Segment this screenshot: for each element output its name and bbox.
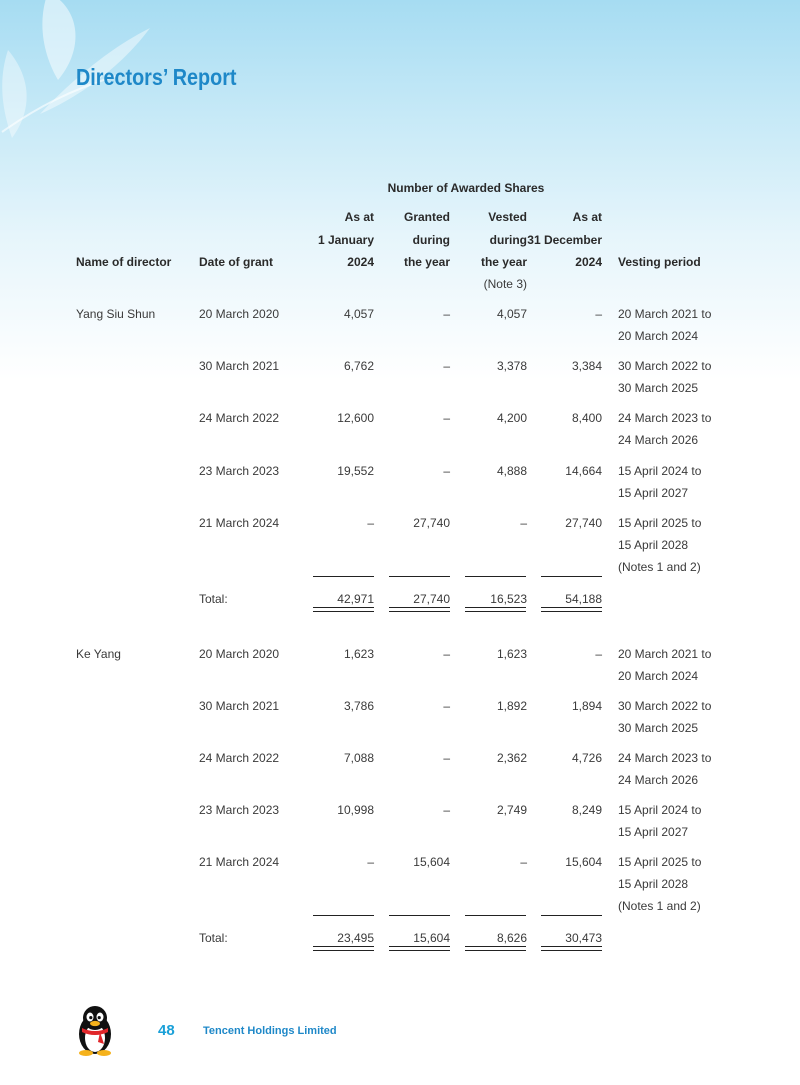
shares-granted: – <box>443 464 450 478</box>
vesting-period-line1: 15 April 2025 to <box>618 516 702 530</box>
grant-date: 24 March 2022 <box>199 411 280 425</box>
director-name: Ke Yang <box>76 647 121 661</box>
shares-jan: – <box>367 855 374 869</box>
vesting-period-line2: 24 March 2026 <box>618 433 699 447</box>
shares-granted: 15,604 <box>413 855 450 869</box>
total-double-rule <box>541 946 602 951</box>
shares-jan: 4,057 <box>343 307 374 321</box>
subtotal-rule <box>465 915 526 916</box>
shares-dec: 8,400 <box>571 411 602 425</box>
shares-granted: – <box>443 359 450 373</box>
vesting-period-note: (Notes 1 and 2) <box>618 560 701 574</box>
header-vested-note: (Note 3) <box>483 277 527 291</box>
vesting-period-line1: 24 March 2023 to <box>618 751 712 765</box>
header-granted-line1: Granted <box>403 210 450 224</box>
director-name: Yang Siu Shun <box>76 307 156 321</box>
total-label: Total: <box>199 592 228 606</box>
total-double-rule <box>465 607 526 612</box>
header-vested-line1: Vested <box>488 210 527 224</box>
subtotal-rule <box>465 576 526 577</box>
page-number: 48 <box>158 1022 175 1039</box>
total-vested: 16,523 <box>490 592 527 606</box>
shares-vested: – <box>520 516 527 530</box>
vesting-period-line1: 30 March 2022 to <box>618 359 712 373</box>
total-label: Total: <box>199 931 228 945</box>
total-granted: 27,740 <box>413 592 450 606</box>
grant-date: 21 March 2024 <box>199 855 280 869</box>
subtotal-rule <box>313 915 374 916</box>
vesting-period-line2: 15 April 2027 <box>618 486 689 500</box>
grant-date: 20 March 2020 <box>199 647 280 661</box>
vesting-period-line2: 30 March 2025 <box>618 381 699 395</box>
total-double-rule <box>465 946 526 951</box>
header-date-of-grant: Date of grant <box>199 255 274 269</box>
shares-granted: – <box>443 307 450 321</box>
penguin-mascot-icon <box>74 1004 116 1056</box>
header-granted-line3: the year <box>403 255 450 269</box>
vesting-period-line1: 15 April 2024 to <box>618 464 702 478</box>
vesting-period-line2: 20 March 2024 <box>618 669 699 683</box>
shares-jan: 10,998 <box>337 803 374 817</box>
shares-vested: 4,057 <box>496 307 527 321</box>
vesting-period-line1: 20 March 2021 to <box>618 307 712 321</box>
subtotal-rule <box>541 915 602 916</box>
shares-jan: 7,088 <box>343 751 374 765</box>
header-as-at-dec-line1: As at <box>572 210 602 224</box>
total-double-rule <box>389 946 450 951</box>
shares-dec: 8,249 <box>571 803 602 817</box>
subtotal-rule <box>389 576 450 577</box>
header-vested-line3: the year <box>480 255 527 269</box>
total-dec: 54,188 <box>565 592 602 606</box>
header-as-at-jan-line3: 2024 <box>347 255 374 269</box>
vesting-period-line1: 24 March 2023 to <box>618 411 712 425</box>
header-as-at-jan-line2: 1 January <box>317 233 374 247</box>
shares-dec: 3,384 <box>571 359 602 373</box>
header-as-at-jan-line1: As at <box>344 210 374 224</box>
header-vested-line2: during <box>489 233 527 247</box>
vesting-period-line1: 30 March 2022 to <box>618 699 712 713</box>
shares-dec: – <box>595 647 602 661</box>
grant-date: 30 March 2021 <box>199 359 280 373</box>
shares-dec: 14,664 <box>565 464 602 478</box>
vesting-period-line2: 15 April 2028 <box>618 538 689 552</box>
shares-granted: – <box>443 699 450 713</box>
shares-dec: – <box>595 307 602 321</box>
vesting-period-line1: 15 April 2025 to <box>618 855 702 869</box>
shares-granted: 27,740 <box>413 516 450 530</box>
shares-vested: 4,888 <box>496 464 527 478</box>
shares-jan: 3,786 <box>343 699 374 713</box>
grant-date: 23 March 2023 <box>199 803 280 817</box>
header-granted-line2: during <box>412 233 450 247</box>
shares-jan: – <box>367 516 374 530</box>
total-vested: 8,626 <box>496 931 527 945</box>
shares-vested: 2,749 <box>496 803 527 817</box>
shares-jan: 19,552 <box>337 464 374 478</box>
subtotal-rule <box>541 576 602 577</box>
shares-jan: 12,600 <box>337 411 374 425</box>
shares-vested: – <box>520 855 527 869</box>
total-jan: 23,495 <box>337 931 374 945</box>
header-name-of-director: Name of director <box>76 255 172 269</box>
total-double-rule <box>313 946 374 951</box>
header-vesting-period: Vesting period <box>618 255 701 269</box>
group-header: Number of Awarded Shares <box>387 181 545 195</box>
total-double-rule <box>389 607 450 612</box>
shares-dec: 1,894 <box>571 699 602 713</box>
shares-jan: 6,762 <box>343 359 374 373</box>
grant-date: 24 March 2022 <box>199 751 280 765</box>
shares-vested: 1,892 <box>496 699 527 713</box>
shares-dec: 27,740 <box>565 516 602 530</box>
vesting-period-line2: 15 April 2027 <box>618 825 689 839</box>
total-granted: 15,604 <box>413 931 450 945</box>
shares-dec: 15,604 <box>565 855 602 869</box>
total-dec: 30,473 <box>565 931 602 945</box>
shares-jan: 1,623 <box>343 647 374 661</box>
vesting-period-line2: 30 March 2025 <box>618 721 699 735</box>
shares-vested: 2,362 <box>496 751 527 765</box>
grant-date: 21 March 2024 <box>199 516 280 530</box>
vesting-period-note: (Notes 1 and 2) <box>618 899 701 913</box>
total-double-rule <box>313 607 374 612</box>
grant-date: 20 March 2020 <box>199 307 280 321</box>
company-name: Tencent Holdings Limited <box>203 1025 337 1037</box>
vesting-period-line2: 15 April 2028 <box>618 877 689 891</box>
shares-vested: 4,200 <box>496 411 527 425</box>
grant-date: 23 March 2023 <box>199 464 280 478</box>
vesting-period-line2: 24 March 2026 <box>618 773 699 787</box>
vesting-period-line2: 20 March 2024 <box>618 329 699 343</box>
subtotal-rule <box>313 576 374 577</box>
shares-vested: 3,378 <box>496 359 527 373</box>
vesting-period-line1: 20 March 2021 to <box>618 647 712 661</box>
shares-granted: – <box>443 647 450 661</box>
shares-granted: – <box>443 411 450 425</box>
grant-date: 30 March 2021 <box>199 699 280 713</box>
vesting-period-line1: 15 April 2024 to <box>618 803 702 817</box>
page-title: Directors’ Report <box>76 64 237 90</box>
shares-dec: 4,726 <box>571 751 602 765</box>
header-as-at-dec-line2: 31 December <box>527 233 602 247</box>
header-as-at-dec-line3: 2024 <box>575 255 602 269</box>
total-double-rule <box>541 607 602 612</box>
shares-vested: 1,623 <box>496 647 527 661</box>
shares-granted: – <box>443 751 450 765</box>
total-jan: 42,971 <box>337 592 374 606</box>
shares-granted: – <box>443 803 450 817</box>
subtotal-rule <box>389 915 450 916</box>
